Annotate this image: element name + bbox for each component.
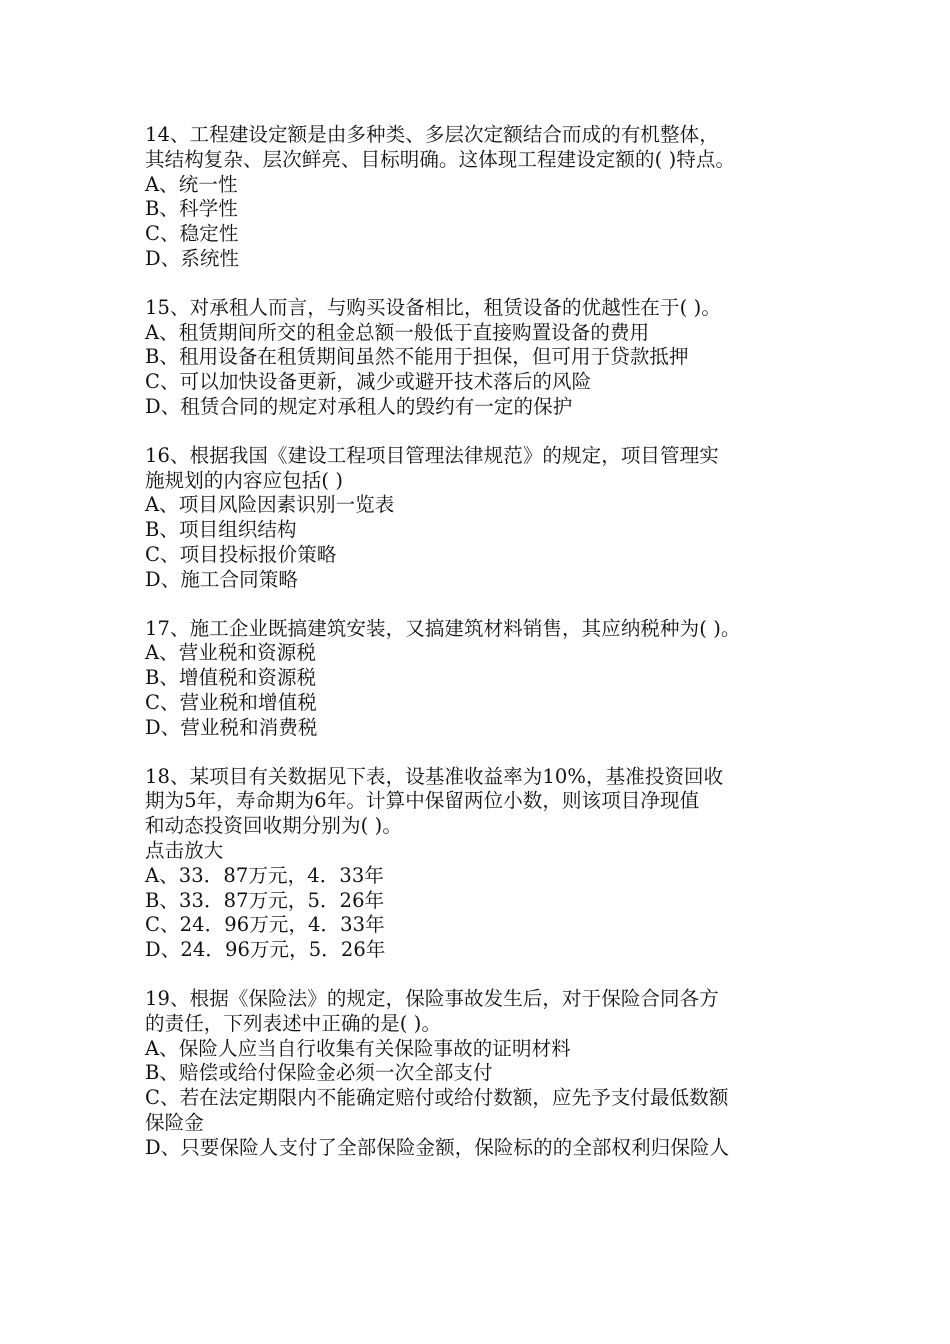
question-stem-line: 18、某项目有关数据见下表，设基准收益率为10%，基准投资回收 — [145, 764, 724, 788]
answer-option: D、系统性 — [145, 246, 240, 270]
answer-option: B、项目组织结构 — [145, 518, 297, 542]
answer-option: C、24．96万元，4．33年 — [145, 913, 385, 937]
answer-option: A、项目风险因素识别一览表 — [145, 493, 395, 517]
question-stem-line: 其结构复杂、层次鲜亮、目标明确。这体现工程建设定额的( )特点。 — [145, 147, 736, 171]
question-block — [145, 296, 935, 420]
question-block — [145, 987, 935, 1161]
answer-option: B、33．87万元，5．26年 — [145, 888, 385, 912]
question-stem-line: 17、施工企业既搞建筑安装，又搞建筑材料销售，其应纳税种为( )。 — [145, 616, 741, 640]
answer-option: A、保险人应当自行收集有关保险事故的证明材料 — [145, 1036, 571, 1060]
answer-option: C、可以加快设备更新，减少或避开技术落后的风险 — [145, 370, 592, 394]
question-stem-line: 的责任，下列表述中正确的是( )。 — [145, 1011, 442, 1035]
question-stem-line: 16、根据我国《建设工程项目管理法律规范》的规定，项目管理实 — [145, 443, 719, 467]
answer-option: D、24．96万元，5．26年 — [145, 938, 386, 962]
answer-option: D、营业税和消费税 — [145, 715, 318, 739]
question-block — [145, 617, 935, 741]
question-stem-line: 15、对承租人而言，与购买设备相比，租赁设备的优越性在于( )。 — [145, 295, 721, 319]
question-stem-line: 施规划的内容应包括( ) — [145, 468, 344, 492]
question-block — [145, 444, 935, 593]
answer-option: 保险金 — [145, 1110, 204, 1134]
question-stem-line: 和动态投资回收期分别为( )。 — [145, 814, 402, 838]
question-stem-line: 期为5年，寿命期为6年。计算中保留两位小数，则该项目净现值 — [145, 789, 700, 813]
answer-option: C、项目投标报价策略 — [145, 542, 337, 566]
question-list — [145, 123, 935, 1184]
answer-option: B、租用设备在租赁期间虽然不能用于担保，但可用于贷款抵押 — [145, 345, 689, 369]
answer-option: D、施工合同策略 — [145, 567, 298, 591]
answer-option: C、若在法定期限内不能确定赔付或给付数额，应先予支付最低数额 — [145, 1086, 729, 1110]
answer-option: A、租赁期间所交的租金总额一般低于直接购置设备的费用 — [145, 320, 650, 344]
answer-option: B、赔偿或给付保险金必须一次全部支付 — [145, 1061, 493, 1085]
answer-option: B、科学性 — [145, 197, 238, 221]
answer-option: D、租赁合同的规定对承租人的毁约有一定的保护 — [145, 394, 573, 418]
question-block — [145, 123, 935, 272]
answer-option: A、营业税和资源税 — [145, 641, 316, 665]
answer-option: B、增值税和资源税 — [145, 666, 317, 690]
answer-option: C、营业税和增值税 — [145, 690, 317, 714]
question-stem-line: 点击放大 — [145, 838, 224, 862]
answer-option: A、统一性 — [145, 172, 238, 196]
answer-option: C、稳定性 — [145, 222, 239, 246]
question-stem-line: 19、根据《保险法》的规定，保险事故发生后，对于保险合同各方 — [145, 986, 719, 1010]
question-block — [145, 765, 935, 963]
answer-option: D、只要保险人支付了全部保险金额，保险标的的全部权利归保险人 — [145, 1135, 730, 1159]
question-stem-line: 14、工程建设定额是由多种类、多层次定额结合而成的有机整体， — [145, 123, 719, 146]
answer-option: A、33．87万元，4．33年 — [145, 863, 384, 887]
